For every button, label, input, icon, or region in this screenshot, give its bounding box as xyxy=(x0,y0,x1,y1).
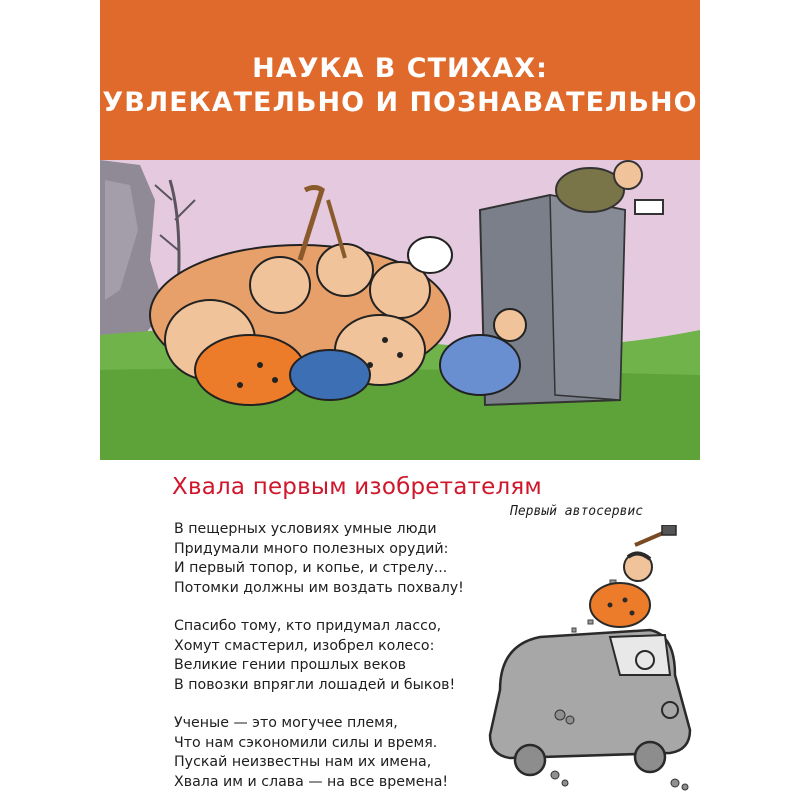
title-line-2: УВЛЕКАТЕЛЬНО И ПОЗНАВАТЕЛЬНО xyxy=(102,87,698,118)
title-line-1: НАУКА В СТИХАХ: xyxy=(252,53,548,84)
poem-line: Великие гении прошлых веков xyxy=(174,657,407,673)
page-title xyxy=(100,52,700,120)
poem-title: Хвала первым изобретателям xyxy=(172,474,542,500)
poem-line: В повозки впрягли лошадей и быков! xyxy=(174,676,456,693)
poem-line: Потомки должны им воздать похвалу! xyxy=(174,579,464,596)
poem-line: В пещерных условиях умные люди xyxy=(174,521,437,537)
poem-line: Придумали много полезных орудий: xyxy=(174,540,449,557)
stanza-2 xyxy=(174,617,455,695)
cavemen-pushing-stone-illustration xyxy=(100,140,700,460)
poem-line: Пускай неизвестны нам их имена, xyxy=(174,754,432,770)
poem-line: Что нам сэкономили силы и время. xyxy=(174,734,438,751)
poem-line: Спасибо тому, кто придумал лассо, xyxy=(174,618,442,634)
poem-line: Ученые — это могучее племя, xyxy=(174,715,398,731)
stanza-3 xyxy=(174,714,448,792)
stanza-1 xyxy=(174,520,464,598)
stone-car-illustration xyxy=(460,525,700,800)
poem-line: Хомут смастерил, изобрел колесо: xyxy=(174,637,435,654)
illustration-caption: Первый автосервис xyxy=(510,504,644,519)
poem-line: И первый топор, и копье, и стрелу... xyxy=(174,560,448,576)
header-banner xyxy=(100,0,700,160)
poem-line: Хвала им и слава — на все времена! xyxy=(174,773,449,790)
book-page xyxy=(100,0,700,800)
